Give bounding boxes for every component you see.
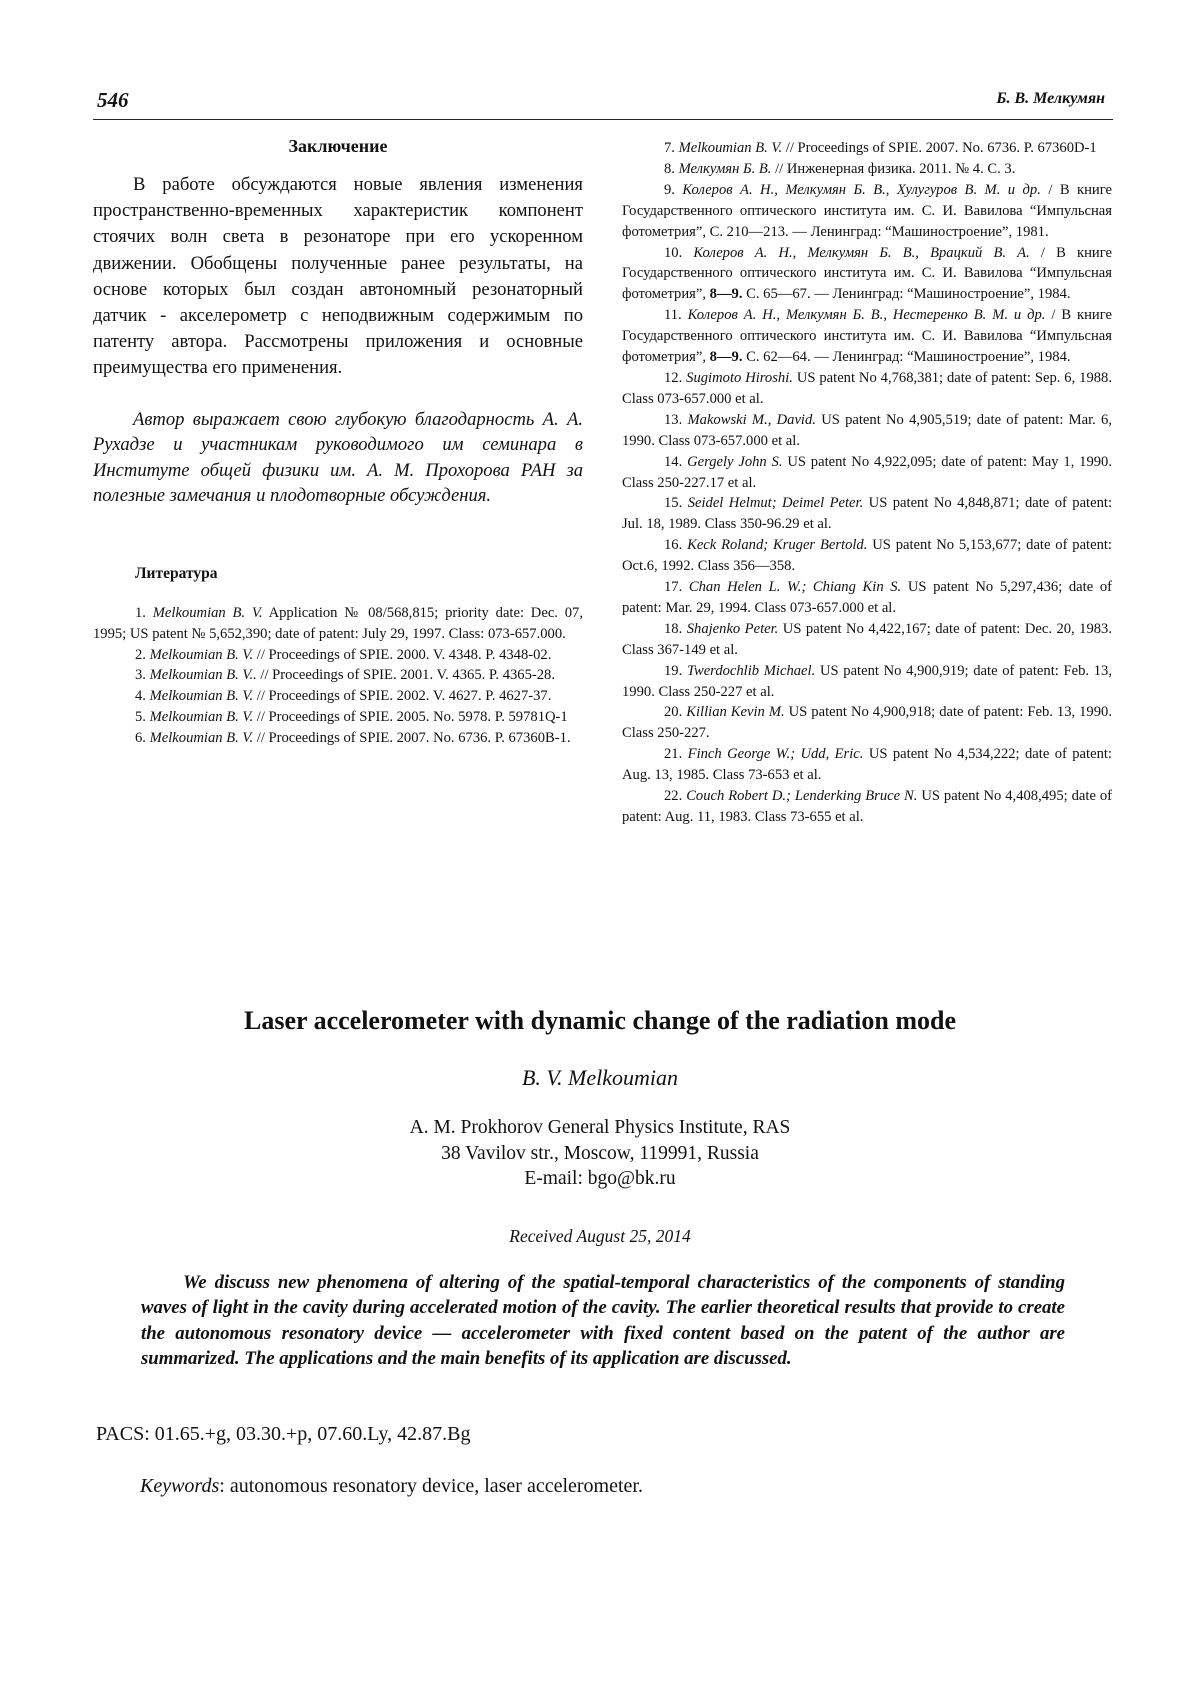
reference-item: 22. Couch Robert D.; Lenderking Bruce N. US patent No 4,408,495; date of patent: Aug. 11, 1983. Class 73-655 et al. xyxy=(622,788,1112,825)
reference-item: 9. Колеров А. Н., Мелкумян Б. В., Хулугуров В. М. и др. / В книге Государственного оптического института им. С. И. Вавилова “Импульсная фотометрия”, С. 210—213. — Ленинград: “Машиностроение”, 1981. xyxy=(622,181,1113,240)
reference-item: 14. Gergely John S. US patent No 4,922,095; date of patent: May 1, 1990. Class 250-227.17 et al. xyxy=(622,453,1112,491)
left-column xyxy=(93,136,583,749)
reference-item: 15. Seidel Helmut; Deimel Peter. US patent No 4,848,871; date of patent: Jul. 18, 1989. Class 350-96.29 et al. xyxy=(622,495,1112,533)
reference-item: 2. Melkoumian B. V. // Proceedings of SPIE. 2000. V. 4348. P. 4348-02. xyxy=(135,646,552,663)
conclusion-title: Заключение xyxy=(288,136,388,156)
reference-item: 16. Keck Roland; Kruger Bertold. US patent No 5,153,677; date of patent: Oct.6, 1992. Class 356—358. xyxy=(622,537,1112,575)
reference-list-left xyxy=(93,603,583,749)
keywords-text: : autonomous resonatory device, laser accelerometer. xyxy=(219,1475,643,1497)
keywords-label: Keywords xyxy=(140,1475,220,1497)
reference-item: 3. Melkoumian B. V.. // Proceedings of SPIE. 2001. V. 4365. P. 4365-28. xyxy=(135,667,555,684)
reference-item: 6. Melkoumian B. V. // Proceedings of SPIE. 2007. No. 6736. P. 67360B-1. xyxy=(135,729,571,746)
english-author: B. V. Melkoumian xyxy=(521,1065,678,1090)
reference-item: 10. Колеров А. Н., Мелкумян Б. В., Врацкий В. А. / В книге Государственного оптического института им. С. И. Вавилова “Импульсная фотометрия”, 8—9. С. 65—67. — Ленинград: “Машиностроение”, 1984. xyxy=(622,244,1112,303)
reference-item: 20. Killian Kevin M. US patent No 4,900,918; date of patent: Feb. 13, 1990. Class 250-227. xyxy=(622,704,1112,742)
conclusion-text: В работе обсуждаются новые явления изменения пространственно-временных характеристик компонент стоячих волн света в резонаторе при его ускоренном движении. Обобщены полученные ранее результаты, на основе которых был создан автономный резонаторный датчик - акселерометр с неподвижным содержимым по патенту автора. Рассмотрены приложения и основные преимущества его применения. xyxy=(93,174,583,379)
reference-item: 13. Makowski M., David. US patent No 4,905,519; date of patent: Mar. 6, 1990. Class 073-657.000 et al. xyxy=(622,411,1112,449)
address: 38 Vavilov str., Moscow, 119991, Russia xyxy=(441,1142,759,1164)
header-rule xyxy=(93,119,1113,120)
reference-item: 5. Melkoumian B. V. // Proceedings of SPIE. 2005. No. 5978. P. 59781Q-1 xyxy=(135,708,568,725)
running-head xyxy=(93,88,1113,122)
affiliation-block xyxy=(60,1115,1140,1192)
affiliation: A. M. Prokhorov General Physics Institute, RAS xyxy=(409,1117,791,1138)
page-number: 546 xyxy=(97,88,129,112)
reference-item: 17. Chan Helen L. W.; Chiang Kin S. US patent No 5,297,436; date of patent: Mar. 29, 1994. Class 073-657.000 et al. xyxy=(622,579,1112,616)
keywords xyxy=(140,1475,643,1498)
pacs-codes: PACS: 01.65.+g, 03.30.+p, 07.60.Ly, 42.87.Bg xyxy=(96,1423,471,1445)
literature-title: Литература xyxy=(135,565,218,582)
reference-item: 19. Twerdochlib Michael. US patent No 4,900,919; date of patent: Feb. 13, 1990. Class 250-227 et al. xyxy=(622,662,1112,700)
email: E-mail: bgo@bk.ru xyxy=(524,1168,676,1189)
abstract: We discuss new phenomena of altering of the spatial-temporal characteristics of the components of standing waves of light in the cavity during accelerated motion of the cavity. The earlier theoretical results that provide to create the autonomous resonatory device — accelerometer with fixed content based on the patent of the author are summarized. The applications and the main benefits of its application are discussed. xyxy=(141,1272,1065,1370)
reference-item: 8. Мелкумян Б. В. // Инженерная физика. 2011. № 4. С. 3. xyxy=(664,160,1016,177)
reference-item: 18. Shajenko Peter. US patent No 4,422,167; date of patent: Dec. 20, 1983. Class 367-149 et al. xyxy=(622,620,1112,658)
acknowledgement-text: Автор выражает свою глубокую благодарность А. А. Рухадзе и участникам руководимого им семинара в Институте общей физики им. А. М. Прохорова РАН за полезные замечания и плодотворные обсуждения. xyxy=(93,408,583,507)
running-author: Б. В. Мелкумян xyxy=(996,90,1105,107)
english-article-title: Laser accelerometer with dynamic change of the radiation mode xyxy=(244,1006,956,1035)
reference-list-right xyxy=(622,138,1112,828)
reference-item: 4. Melkoumian B. V. // Proceedings of SPIE. 2002. V. 4627. P. 4627-37. xyxy=(135,688,552,705)
reference-item: 12. Sugimoto Hiroshi. US patent No 4,768,381; date of patent: Sep. 6, 1988. Class 073-657.000 et al. xyxy=(622,369,1112,407)
reference-item: 7. Melkoumian B. V. // Proceedings of SPIE. 2007. No. 6736. P. 67360D-1 xyxy=(664,140,1097,156)
received-date: Received August 25, 2014 xyxy=(509,1226,691,1246)
reference-item: 11. Колеров А. Н., Мелкумян Б. В., Нестеренко В. М. и др. / В книге Государственного оптического института им. С. И. Вавилова “Импульсная фотометрия”, 8—9. С. 62—64. — Ленинград: “Машиностроение”, 1984. xyxy=(622,307,1112,366)
right-column xyxy=(622,138,1112,828)
reference-item: 1. Melkoumian B. V. Application № 08/568,815; priority date: Dec. 07, 1995; US patent № 5,652,390; date of patent: July 29, 1997. Class: 073-657.000. xyxy=(93,605,583,642)
reference-item: 21. Finch George W.; Udd, Eric. US patent No 4,534,222; date of patent: Aug. 13, 1985. Class 73-653 et al. xyxy=(622,746,1112,784)
